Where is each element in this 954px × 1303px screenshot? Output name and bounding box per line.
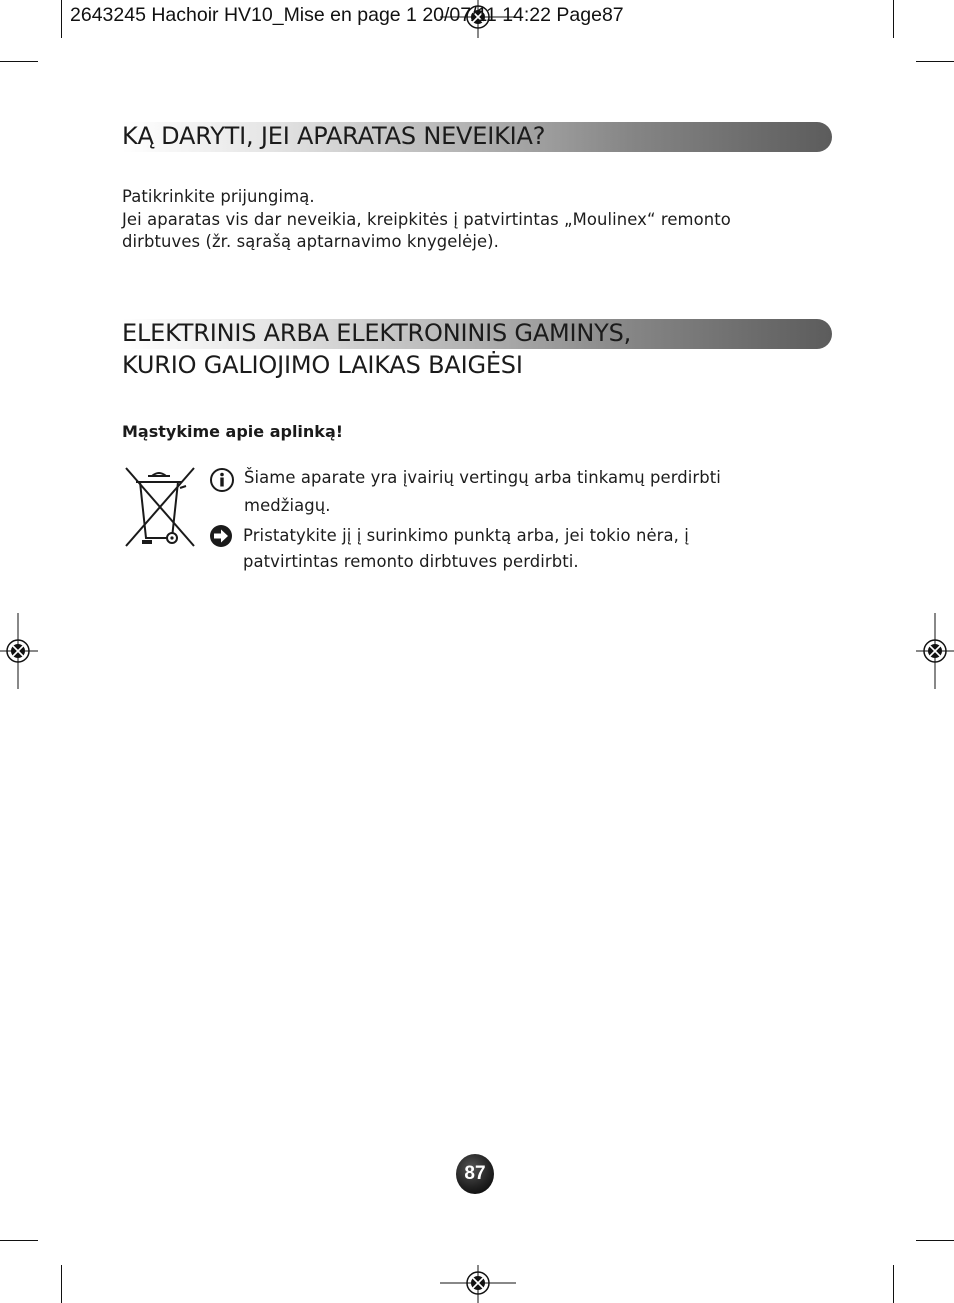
section-body: [122, 186, 842, 254]
section-title: [122, 317, 631, 381]
info-icon: [209, 467, 235, 493]
page-number-badge: 87: [456, 1154, 494, 1194]
sub-heading: Mąstykime apie aplinką!: [122, 422, 344, 441]
list-item: [243, 523, 843, 575]
crop-mark: [916, 1240, 954, 1241]
list-item-line: Šiame aparate yra įvairių vertingų arba tinkamų perdirbti: [244, 468, 721, 487]
list-item-line: medžiagų.: [244, 496, 331, 515]
crop-mark: [0, 61, 38, 62]
registration-mark-icon: [0, 613, 38, 689]
list-item: [244, 464, 844, 520]
registration-mark-icon: [916, 613, 954, 689]
section-title-line: ELEKTRINIS ARBA ELEKTRONINIS GAMINYS,: [122, 319, 632, 347]
print-slug: 2643245 Hachoir HV10_Mise en page 1 20/07/11 14:22 Page87: [70, 4, 624, 26]
paragraph-line: dirbtuves (žr. sąrašą aptarnavimo knygelėje).: [122, 232, 499, 251]
crop-mark: [916, 61, 954, 62]
crop-mark: [61, 1265, 62, 1303]
crossed-out-wheelie-bin-icon: [122, 466, 196, 548]
arrow-right-icon: [209, 524, 233, 548]
section-title: KĄ DARYTI, JEI APARATAS NEVEIKIA?: [122, 122, 546, 150]
crop-mark: [0, 1240, 38, 1241]
crop-mark: [893, 0, 894, 38]
registration-mark-icon: [440, 1265, 516, 1303]
paragraph-line: Patikrinkite prijungimą.: [122, 187, 315, 206]
crop-mark: [893, 1265, 894, 1303]
paragraph-line: Jei aparatas vis dar neveikia, kreipkitės į patvirtintas „Moulinex“ remonto: [122, 209, 731, 229]
list-item-line: patvirtintas remonto dirbtuves perdirbti.: [243, 552, 579, 571]
section-title-line: KURIO GALIOJIMO LAIKAS BAIGĖSI: [122, 351, 523, 379]
crop-mark: [61, 0, 62, 38]
list-item-line: Pristatykite jį į surinkimo punktą arba, jei tokio nėra, į: [243, 526, 689, 545]
